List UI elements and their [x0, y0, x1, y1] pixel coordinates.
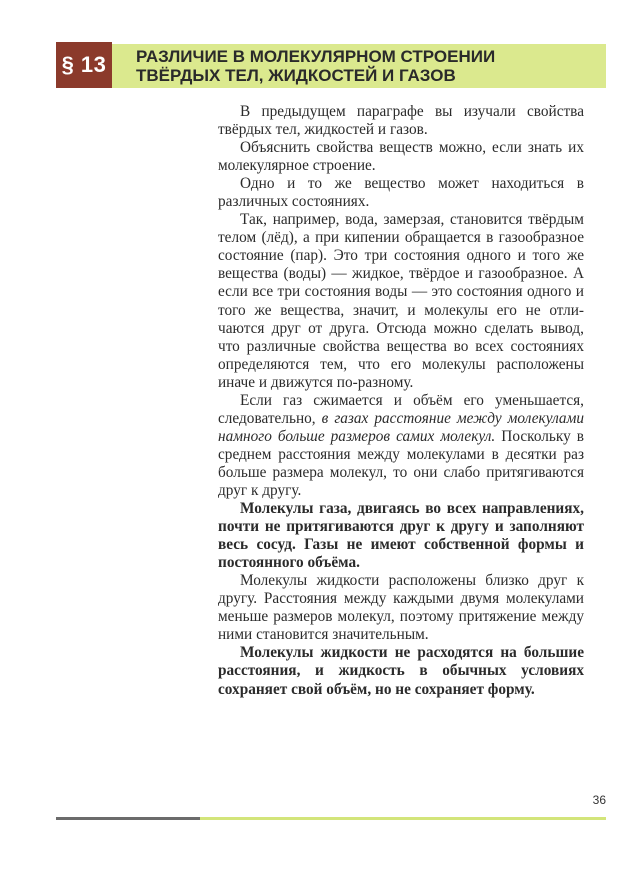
- section-title-line-2: ТВЁРДЫХ ТЕЛ, ЖИДКОСТЕЙ И ГАЗОВ: [136, 66, 456, 85]
- paragraph-water-example: Так, например, вода, замерзая, становится твёрдым телом (лёд), а при кипении обращается в газообразное состояние (пар). Это три состояния одного и того же вещества (воды) — жидкое, твёрдое и газообразное. А если все три состояния воды — это состояния одного и того же вещества, значит, и молекулы его не отличаются друг от друга. Отсюда можно сделать вывод, что различные свойства вещества во всех состояниях определяются тем, что его молекулы расположены иначе и движутся по-разному.: [218, 211, 584, 391]
- paragraph-liquid-molecules: Молекулы жидкости расположены близко друг к другу. Расстояния между каждыми двумя молекулами меньше размеров молекул, поэтому притяжение между ними становится значительным.: [218, 572, 584, 644]
- footer-rule-dark: [56, 817, 200, 820]
- footer-rule-green: [200, 817, 606, 820]
- body-text: [218, 103, 584, 699]
- section-title: [136, 47, 596, 85]
- paragraph-explain-properties: Объяснить свойства веществ можно, если знать их молекулярное строение.: [218, 139, 584, 175]
- section-number-badge: § 13: [56, 42, 112, 88]
- gas-compression-text-end: Поскольку в среднем расстояния между молекулами в десятки раз больше размера молекул, то они слабо притягиваются друг к другу.: [218, 427, 585, 499]
- paragraph-previous-lesson: В предыдущем параграфе вы изучали свойства твёрдых тел, жидкостей и газов.: [218, 103, 584, 139]
- paragraph-gas-compression: [218, 392, 584, 500]
- page-number: 36: [592, 793, 606, 807]
- gas-distance-italic: в газах расстояние между молекулами намного больше размеров самих молекул.: [218, 409, 584, 445]
- paragraph-different-states: Одно и то же вещество может находиться в различных состояниях.: [218, 175, 584, 211]
- paragraph-gas-rule: Молекулы газа, двигаясь во всех направлениях, почти не притягиваются друг к другу и заполняют весь сосуд. Газы не имеют собственной формы и постоянного объёма.: [218, 500, 584, 572]
- paragraph-liquid-rule: Молекулы жидкости не расходятся на большие расстояния, и жидкость в обычных условиях сохраняет свой объём, но не сохраняет форму.: [218, 644, 584, 698]
- gas-compression-text-start: Если газ сжимается и объём его уменьшается, следовательно,: [218, 391, 584, 427]
- section-title-line-1: РАЗЛИЧИЕ В МОЛЕКУЛЯРНОМ СТРОЕНИИ: [136, 47, 496, 66]
